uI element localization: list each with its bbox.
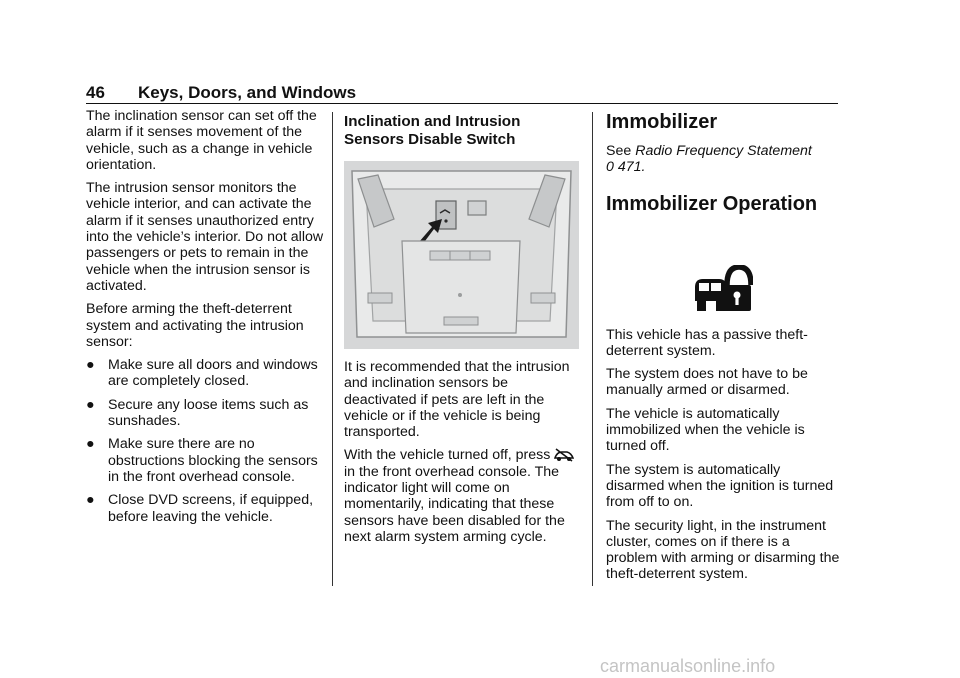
bullet-icon: ●: [86, 396, 95, 413]
list-item: [86, 397, 324, 430]
bullet-list: [86, 357, 324, 525]
paragraph: The intrusion sensor monitors the vehicle interior, and can activate the alarm if it senses unauthorized entry into the vehicle’s interior. Do not allow passengers or pets to remain in the vehicle when the intrusion sensor is activated.: [86, 180, 324, 294]
paragraph: The inclination sensor can set off the alarm if it senses movement of the vehicle, such as a change in vehicle orientation.: [86, 108, 317, 173]
list-item-text: Secure any loose items such as sunshades.: [108, 396, 309, 430]
page-number: 46: [86, 83, 105, 102]
list-item-text: Close DVD screens, if equipped, before leaving the vehicle.: [108, 492, 314, 525]
cross-reference-page[interactable]: 0 471.: [606, 159, 646, 176]
paragraph: The security light, in the instrument cluster, comes on if there is a problem with arming or disarming the theft-deterrent system.: [606, 517, 840, 583]
column-divider: [592, 112, 593, 586]
list-item-text: Make sure there are no obstructions blocking the sensors in the front overhead console.: [108, 436, 318, 485]
list-item: [86, 357, 324, 390]
list-item: [86, 436, 324, 485]
paragraph: It is recommended that the intrusion and inclination sensors be deactivated if pets are left in the vehicle or if the vehicle is being transported.: [344, 359, 570, 441]
column-middle: [344, 108, 580, 552]
column-divider: [332, 112, 333, 586]
cross-reference-prefix: See: [606, 143, 632, 159]
header-rule: [86, 103, 838, 104]
security-light-figure: [606, 225, 842, 323]
page-header: [86, 83, 838, 105]
overhead-console-illustration: [344, 161, 579, 349]
paragraph: [344, 447, 580, 545]
cross-reference-link[interactable]: Radio Frequency Statement: [635, 143, 812, 159]
bullet-icon: ●: [86, 357, 95, 374]
bullet-icon: ●: [86, 492, 95, 509]
paragraph: The vehicle is automatically immobilized when the vehicle is turned off.: [606, 405, 805, 455]
list-item: [86, 492, 324, 525]
paragraph: Before arming the theft-deterrent system and activating the intrusion sensor:: [86, 301, 304, 350]
cross-reference: [606, 143, 842, 176]
section-heading: Immobilizer: [606, 111, 718, 133]
intrusion-sensor-disable-icon: [554, 448, 574, 462]
column-right: [606, 108, 842, 590]
bullet-icon: ●: [86, 436, 95, 453]
watermark-text: carmanualsonline.info: [600, 656, 776, 676]
paragraph: The system does not have to be manually armed or disarmed.: [606, 366, 808, 399]
paragraph: The system is automatically disarmed when the ignition is turned from off to on.: [606, 461, 834, 511]
vehicle-security-lock-icon: [693, 265, 753, 313]
section-heading: Immobilizer Operation: [606, 192, 818, 215]
paragraph: This vehicle has a passive theft-deterrent system.: [606, 326, 808, 359]
chapter-title: Keys, Doors, and Windows: [138, 83, 357, 102]
paragraph-text: in the front overhead console. The indicator light will come on momentarily, indicating that these sensors have been disabled for the next alarm system arming cycle.: [344, 463, 565, 545]
list-item-text: Make sure all doors and windows are completely closed.: [108, 357, 318, 390]
section-heading: Inclination and Intrusion Sensors Disable Switch: [344, 113, 521, 148]
column-left: [86, 108, 324, 532]
paragraph-text: With the vehicle turned off, press: [344, 447, 551, 464]
